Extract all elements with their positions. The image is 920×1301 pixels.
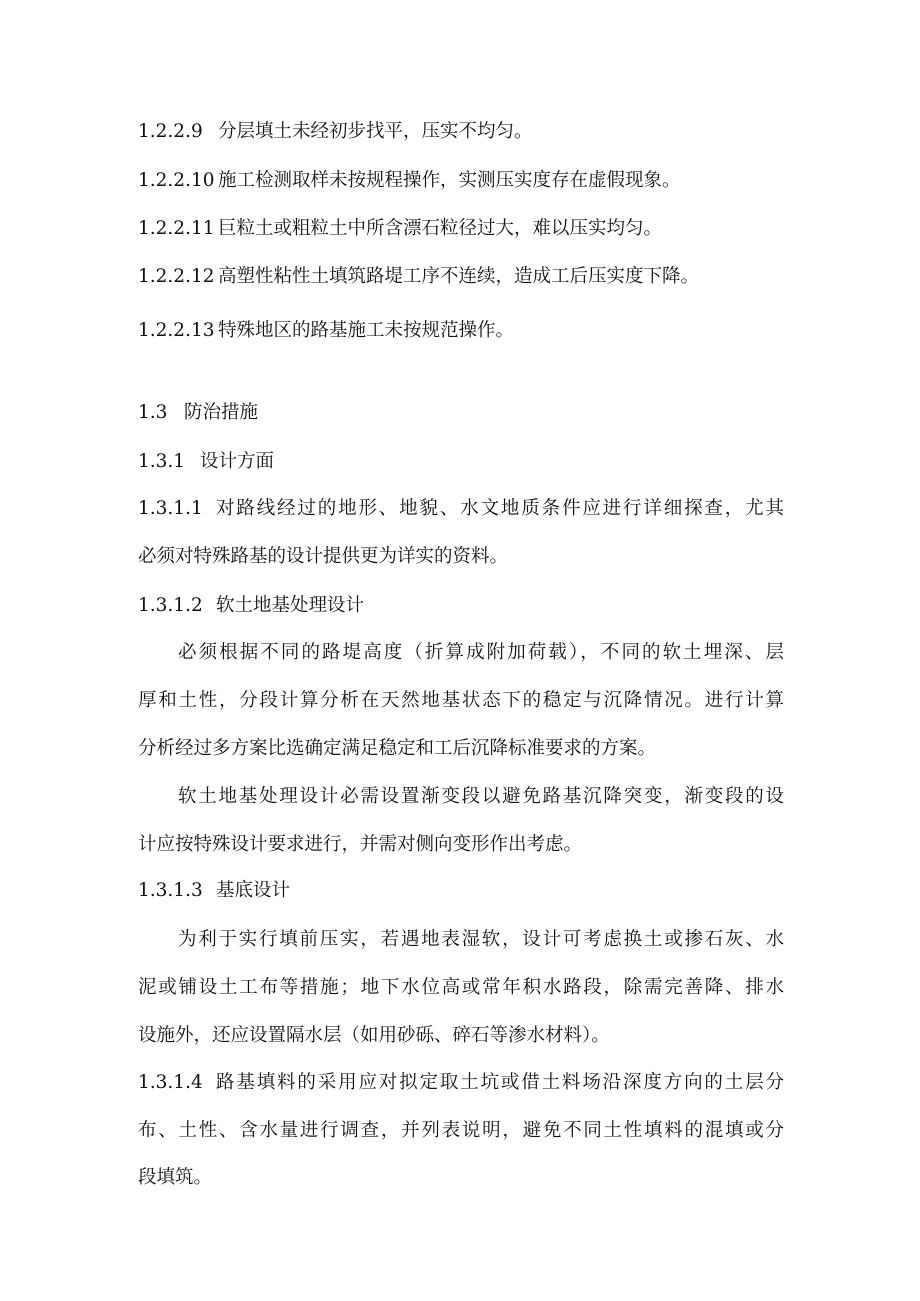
subsubsection-title: 软土地基处理设计 — [216, 595, 365, 616]
item-text: 高塑性粘性土填筑路堤工序不连续，造成工后压实度下降。 — [218, 266, 700, 287]
item-number: 1.2.2.10 — [138, 170, 215, 191]
item-number: 1.2.2.13 — [138, 320, 215, 341]
paragraph-line: 布、土性、含水量进行调查，并列表说明，避免不同土性填料的混填或分 — [138, 1120, 784, 1141]
item-number: 1.2.2.11 — [138, 218, 215, 239]
paragraph-line: 软土地基处理设计必需设置渐变段以避免路基沉降突变，渐变段的设 — [178, 786, 784, 807]
list-item — [138, 120, 533, 144]
paragraph-number: 1.3.1.4 — [138, 1072, 203, 1093]
list-item — [138, 217, 662, 241]
paragraph-line: 必须根据不同的路堤高度（折算成附加荷载），不同的软土埋深、层 — [178, 642, 784, 663]
paragraph-line: 厚和土性，分段计算分析在天然地基状态下的稳定与沉降情况。进行计算 — [138, 690, 784, 711]
item-number: 1.2.2.12 — [138, 266, 215, 287]
item-text: 分层填土未经初步找平，压实不均匀。 — [218, 121, 533, 142]
subsubsection-heading — [138, 879, 290, 903]
section-number: 1.3 — [138, 402, 168, 423]
section-heading — [138, 401, 258, 425]
subsubsection-number: 1.3.1.3 — [138, 880, 203, 901]
paragraph-number: 1.3.1.1 — [138, 498, 203, 519]
item-text: 特殊地区的路基施工未按规范操作。 — [218, 320, 515, 341]
paragraph-line: 段填筑。 — [138, 1167, 213, 1188]
paragraph-line: 为利于实行填前压实，若遇地表湿软，设计可考虑换土或掺石灰、水 — [178, 929, 784, 950]
list-item — [138, 169, 681, 193]
item-number: 1.2.2.9 — [138, 121, 203, 142]
paragraph-line: 分析经过多方案比选确定满足稳定和工后沉降标准要求的方案。 — [138, 738, 657, 759]
item-text: 施工检测取样未按规程操作，实测压实度存在虚假现象。 — [218, 170, 681, 191]
subsubsection-number: 1.3.1.2 — [138, 595, 203, 616]
list-item — [138, 319, 514, 343]
subsubsection-heading — [138, 594, 364, 618]
subsection-title: 设计方面 — [200, 451, 275, 472]
paragraph-line: 必须对特殊路基的设计提供更为详实的资料。 — [138, 546, 509, 567]
paragraph-line — [138, 1071, 784, 1095]
paragraph-text: 路基填料的采用应对拟定取土坑或借土料场沿深度方向的土层分 — [216, 1072, 784, 1093]
section-title: 防治措施 — [184, 402, 259, 423]
subsection-heading — [138, 450, 274, 474]
paragraph-line: 计应按特殊设计要求进行，并需对侧向变形作出考虑。 — [138, 834, 583, 855]
subsubsection-title: 基底设计 — [216, 880, 291, 901]
paragraph-text: 对路线经过的地形、地貌、水文地质条件应进行详细探查，尤其 — [216, 498, 784, 519]
subsection-number: 1.3.1 — [138, 451, 186, 472]
paragraph-line: 泥或铺设土工布等措施；地下水位高或常年积水路段，除需完善降、排水 — [138, 977, 784, 998]
paragraph-line: 设施外，还应设置隔水层（如用砂砾、碎石等渗水材料）。 — [138, 1025, 610, 1046]
paragraph-line — [138, 497, 784, 521]
item-text: 巨粒土或粗粒土中所含漂石粒径过大，难以压实均匀。 — [218, 218, 663, 239]
list-item — [138, 265, 699, 289]
